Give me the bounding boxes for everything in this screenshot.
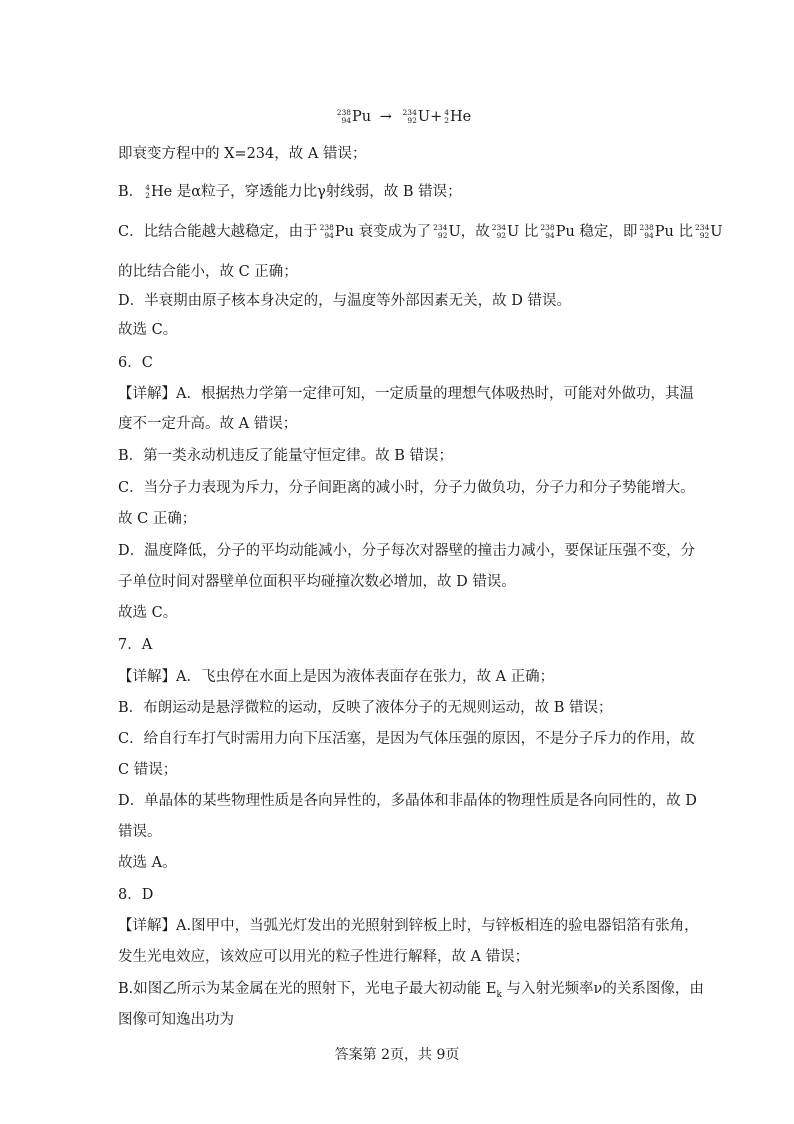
element-symbol: U <box>417 109 431 125</box>
nuclide-u: 234 92 <box>491 223 507 240</box>
text-line: 发生光电效应，该效应可以用光的粒子性进行解释，故 A 错误； <box>118 949 530 965</box>
text-line: 度不一定升高。故 A 错误； <box>118 416 298 432</box>
nuclide-he: 4 2 <box>145 183 150 200</box>
text-line: 故选 C。 <box>118 322 178 338</box>
text-line: 【详解】A．根据热力学第一定律可知，一定质量的理想气体吸热时，可能对外做功，其温 <box>118 386 694 402</box>
text-line: 的比结合能小，故 C 正确； <box>118 264 298 280</box>
text-line: 即衰变方程中的 X=234，故 A 错误； <box>118 146 367 162</box>
text-line: 【详解】A．飞虫停在水面上是因为液体表面存在张力，故 A 正确； <box>118 669 555 685</box>
nuclide-pu <box>337 107 371 127</box>
plus-sign: + <box>430 109 443 125</box>
text-line: 错误。 <box>118 824 162 840</box>
atomic-number: 92 <box>407 116 417 125</box>
text-line: C．当分子力表现为斥力，分子间距离的减小时，分子力做负功，分子力和分子势能增大。 <box>118 480 695 496</box>
text-line: B． 4 2 He 是α粒子，穿透能力比γ射线弱，故 B 错误； <box>118 183 462 200</box>
question-number: 8．D <box>118 887 154 903</box>
nuclide-pu: 238 94 <box>639 223 654 240</box>
text-line: B．第一类永动机违反了能量守恒定律。故 B 错误； <box>118 448 454 464</box>
atomic-number: 2 <box>444 116 450 125</box>
nuclide-u: 234 92 <box>694 223 710 240</box>
text-line: D．半衰期由原子核本身决定的，与温度等外部因素无关，故 D 错误。 <box>118 293 571 309</box>
text-line: C．比结合能越大越稳定，由于 238 94 Pu 衰变成为了 234 92 U，故 234 92 U 比 238 94 Pu 稳定，即 238 94 Pu 比 234 92 U <box>118 223 723 240</box>
text-line: B．布朗运动是悬浮微粒的运动，反映了液体分子的无规则运动，故 B 错误； <box>118 700 613 716</box>
question-number: 7．A <box>118 637 153 653</box>
text-line: D．温度降低，分子的平均动能减小，分子每次对器壁的撞击力减小，要保证压强不变，分 <box>118 543 696 559</box>
text-line: 故选 A。 <box>118 855 177 871</box>
text-line: 故选 C。 <box>118 605 178 621</box>
text-line: B.如图乙所示为某金属在光的照射下，光电子最大初动能 $E_k$ 与入射光频率ν的关系图像，由 <box>118 981 704 1000</box>
text-line: D．单晶体的某些物理性质是各向异性的，多晶体和非晶体的物理性质是各向同性的，故 D <box>118 793 697 809</box>
text-line: 子单位时间对器壁单位面积平均碰撞次数必增加，故 D 错误。 <box>118 574 516 590</box>
mass-number: 238 <box>336 108 352 117</box>
decay-equation <box>118 107 688 127</box>
text-line: 【详解】A.图甲中，当弧光灯发出的光照射到锌板上时，与锌板相连的验电器铝箔有张角， <box>118 918 699 934</box>
text-line: C 错误； <box>118 762 178 778</box>
text-line: 故 C 正确； <box>118 511 197 527</box>
reaction-arrow: → <box>379 109 392 125</box>
nuclide-he <box>444 107 471 127</box>
nuclide-u <box>403 107 431 127</box>
element-symbol: He <box>450 109 472 125</box>
page-footer: 答案第 2页，共 9页 <box>334 1047 460 1063</box>
text-line: 图像可知逸出功为 <box>118 1012 234 1028</box>
question-number: 6．C <box>118 355 153 371</box>
element-symbol: Pu <box>352 109 372 125</box>
nuclide-u: 234 92 <box>433 223 448 240</box>
mass-number: 234 <box>402 108 417 117</box>
atomic-number: 94 <box>341 116 352 125</box>
mass-number: 4 <box>444 108 450 117</box>
nuclide-pu: 238 94 <box>319 223 334 240</box>
text-line: C．给自行车打气时需用力向下压活塞，是因为气体压强的原因，不是分子斥力的作用，故 <box>118 731 695 747</box>
nuclide-pu: 238 94 <box>540 223 555 240</box>
subscript-k: k <box>496 989 502 1000</box>
